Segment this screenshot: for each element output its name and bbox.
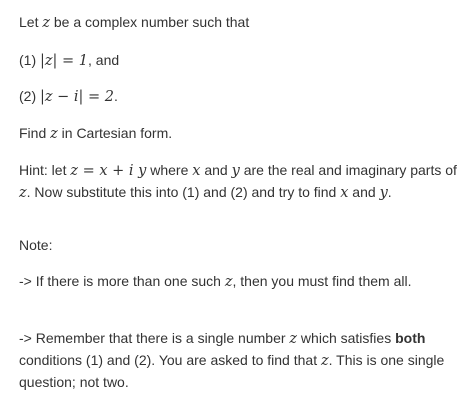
text: , and bbox=[88, 52, 120, 68]
text: -> Remember that there is a single number bbox=[19, 330, 290, 346]
note-multiple-solutions bbox=[19, 271, 411, 293]
text: and bbox=[200, 162, 232, 178]
note-heading bbox=[19, 235, 52, 256]
math-x: x bbox=[192, 163, 201, 179]
text: (1) bbox=[19, 52, 40, 68]
text: Hint: let bbox=[19, 162, 71, 178]
text: be a complex number such that bbox=[50, 14, 250, 30]
math-z: z bbox=[224, 274, 233, 290]
text: . This is one single question; not two. bbox=[19, 352, 445, 390]
math-z: z bbox=[42, 15, 50, 31]
text: where bbox=[146, 162, 193, 178]
text: are the real and imaginary parts of bbox=[239, 162, 457, 178]
text: . Now substitute this into (1) and (2) and try to find bbox=[26, 184, 341, 200]
math-z: z bbox=[289, 331, 298, 347]
text: Let bbox=[19, 14, 43, 30]
bold-text: both bbox=[395, 330, 426, 346]
text: . bbox=[387, 184, 392, 200]
math-x: x bbox=[340, 185, 349, 201]
math-z: z bbox=[50, 126, 58, 142]
math-y: y bbox=[379, 185, 388, 201]
task-line bbox=[19, 123, 172, 145]
math-z: z bbox=[320, 353, 329, 369]
text: conditions (1) and (2). You are asked to find that bbox=[19, 352, 321, 368]
hint-paragraph bbox=[19, 160, 459, 204]
text: , then you must find them all. bbox=[232, 273, 412, 289]
math-condition-2: |z − i| = 2 bbox=[40, 89, 115, 105]
text: . bbox=[114, 88, 118, 104]
note-single-solution bbox=[19, 328, 459, 393]
text: (2) bbox=[19, 88, 40, 104]
condition-1 bbox=[19, 50, 119, 72]
text: -> If there is more than one such bbox=[19, 273, 225, 289]
math-z: z bbox=[19, 185, 27, 201]
text: in Cartesian form. bbox=[57, 125, 173, 141]
intro-line bbox=[19, 12, 249, 34]
text: Note: bbox=[19, 237, 53, 253]
math-condition-1: |z| = 1 bbox=[40, 53, 89, 69]
text: which satisfies bbox=[297, 330, 396, 346]
text: and bbox=[348, 184, 380, 200]
text: Find bbox=[19, 125, 51, 141]
condition-2 bbox=[19, 86, 118, 108]
math-y: y bbox=[231, 163, 240, 179]
math-substitution: z = x + i y bbox=[70, 163, 147, 179]
